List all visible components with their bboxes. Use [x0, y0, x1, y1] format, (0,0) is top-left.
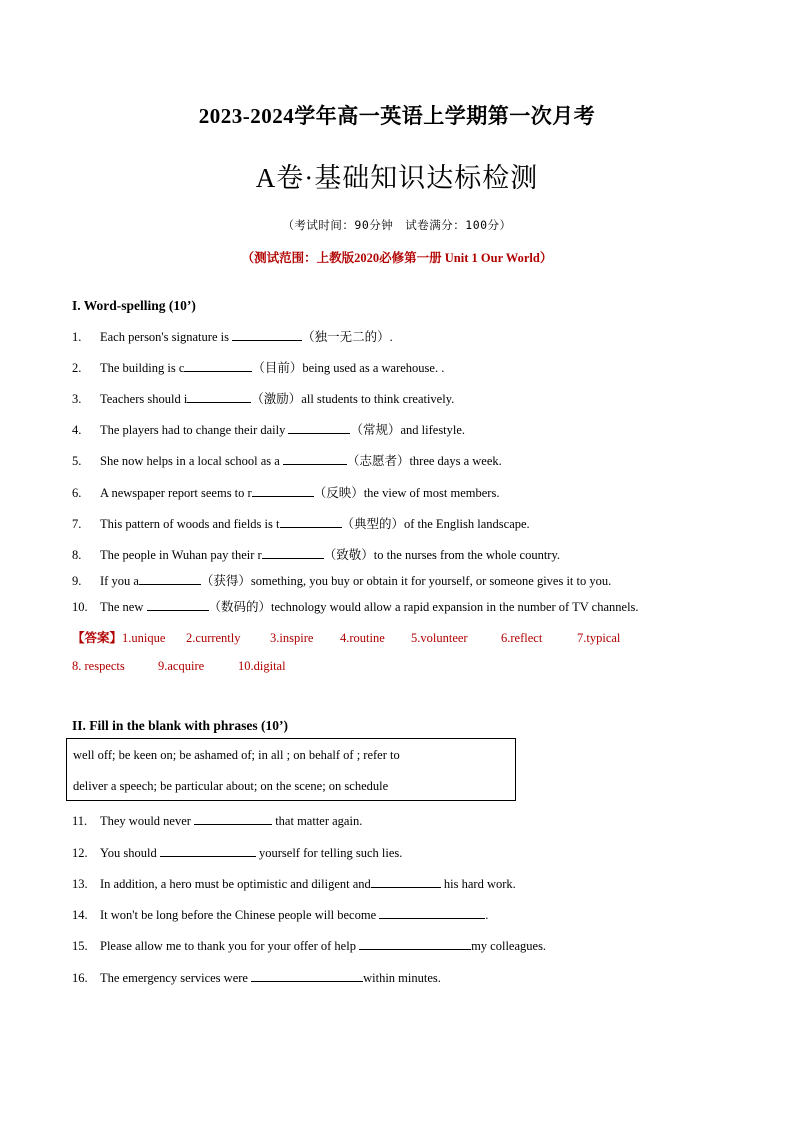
question-text: （志愿者）three days a week. — [346, 454, 502, 468]
question-12 — [72, 844, 402, 861]
answer-blank[interactable] — [288, 421, 350, 434]
question-text: A newspaper report seems to r — [100, 486, 252, 500]
question-text: It won't be long before the Chinese people will become — [100, 908, 380, 922]
answer-key-line-2 — [72, 659, 286, 674]
question-text: （激励）all students to think creatively. — [251, 392, 455, 406]
answer-item: 7.typical — [577, 631, 621, 645]
exam-subtitle: A卷·基础知识达标检测 — [255, 163, 539, 193]
question-text: （反映）the view of most members. — [313, 486, 500, 500]
answer-blank[interactable] — [280, 515, 342, 528]
answer-label: 【答案】 — [72, 631, 123, 645]
question-text: yourself for telling such lies. — [255, 846, 403, 860]
question-text: If you a — [100, 574, 139, 588]
question-3 — [72, 389, 454, 407]
answer-item: 3.inspire — [270, 631, 314, 645]
question-text: within minutes. — [363, 971, 441, 985]
question-6 — [72, 483, 499, 501]
answer-blank[interactable] — [371, 875, 441, 888]
question-5 — [72, 451, 502, 469]
question-text: The new — [100, 600, 147, 614]
question-text: （目前）being used as a warehouse. . — [252, 361, 445, 375]
question-text: my colleagues. — [471, 939, 547, 953]
answer-blank[interactable] — [194, 812, 272, 825]
question-number: 12. — [72, 846, 88, 860]
question-text: You should — [100, 846, 160, 860]
question-text: . — [485, 908, 489, 922]
answer-blank[interactable] — [139, 572, 201, 585]
question-text: The people in Wuhan pay their r — [100, 548, 262, 562]
question-text: The players had to change their daily — [100, 423, 289, 437]
section-2-title: II. Fill in the blank with phrases (10’) — [72, 718, 289, 733]
answer-item: 2.currently — [186, 631, 241, 645]
answer-blank[interactable] — [184, 359, 252, 372]
question-number: 15. — [72, 939, 88, 953]
answer-blank[interactable] — [160, 844, 256, 857]
question-number: 6. — [72, 486, 82, 500]
question-text: Each person's signature is — [100, 330, 233, 344]
question-number: 2. — [72, 361, 82, 375]
answer-blank[interactable] — [252, 484, 314, 497]
question-text: （数码的）technology would allow a rapid expansion in the number of TV channels. — [208, 600, 639, 614]
answer-item: 10.digital — [238, 659, 286, 673]
question-number: 11. — [72, 814, 88, 828]
question-text: They would never — [100, 814, 195, 828]
answer-blank[interactable] — [147, 598, 209, 611]
phrase-bank-line-2: deliver a speech; be particular about; on the scene; on schedule — [73, 779, 389, 793]
question-number: 14. — [72, 908, 88, 922]
question-10 — [72, 597, 639, 615]
answer-item: 4.routine — [340, 631, 385, 645]
question-8 — [72, 545, 560, 563]
answer-blank[interactable] — [262, 546, 324, 559]
question-text: （常规）and lifestyle. — [350, 423, 466, 437]
question-number: 7. — [72, 517, 82, 531]
answer-item: 6.reflect — [501, 631, 543, 645]
question-number: 8. — [72, 548, 82, 562]
question-text: The emergency services were — [100, 971, 252, 985]
question-11 — [72, 812, 362, 829]
answer-blank[interactable] — [251, 969, 363, 982]
question-number: 1. — [72, 330, 82, 344]
question-number: 4. — [72, 423, 82, 437]
question-text: （致敬）to the nurses from the whole country. — [323, 548, 561, 562]
question-text: The building is c — [100, 361, 185, 375]
question-15 — [72, 937, 546, 954]
answer-item: 8. respects — [72, 659, 125, 673]
answer-blank[interactable] — [359, 937, 471, 950]
question-text: his hard work. — [440, 877, 516, 891]
exam-info: （考试时间：90分钟 试卷满分：100分） — [282, 218, 512, 232]
answer-blank[interactable] — [283, 452, 347, 465]
phrase-bank-line-1: well off; be keen on; be ashamed of; in all ; on behalf of ; refer to — [73, 748, 400, 762]
question-text: （典型的）of the English landscape. — [341, 517, 530, 531]
question-text: Please allow me to thank you for your offer of help — [100, 939, 360, 953]
question-1 — [72, 327, 393, 345]
answer-blank[interactable] — [232, 328, 302, 341]
question-number: 9. — [72, 574, 82, 588]
question-text: Teachers should i — [100, 392, 188, 406]
question-number: 10. — [72, 600, 88, 614]
question-13 — [72, 875, 516, 892]
question-number: 5. — [72, 454, 82, 468]
question-number: 16. — [72, 971, 88, 985]
exam-title: 2023-2024学年高一英语上学期第一次月考 — [198, 104, 596, 128]
question-text: She now helps in a local school as a — [100, 454, 283, 468]
question-text: （独一无二的）. — [302, 330, 393, 344]
section-1-title: I. Word-spelling (10’) — [72, 298, 196, 313]
answer-blank[interactable] — [187, 390, 251, 403]
phrase-bank-box — [66, 738, 516, 801]
question-7 — [72, 514, 530, 532]
answer-key-line-1 — [72, 628, 620, 646]
question-text: （获得）something, you buy or obtain it for yourself, or someone gives it to you. — [200, 574, 612, 588]
question-number: 13. — [72, 877, 88, 891]
question-14 — [72, 906, 488, 923]
exam-scope: （测试范围：上教版2020必修第一册 Unit 1 Our World） — [241, 251, 553, 265]
answer-blank[interactable] — [379, 906, 485, 919]
answer-item: 1.unique — [122, 631, 166, 645]
question-2 — [72, 358, 444, 376]
question-4 — [72, 420, 465, 438]
answer-item: 9.acquire — [158, 659, 205, 673]
question-text: that matter again. — [272, 814, 363, 828]
answer-item: 5.volunteer — [411, 631, 468, 645]
question-16 — [72, 969, 441, 986]
question-text: In addition, a hero must be optimistic and diligent and — [100, 877, 371, 891]
question-text: This pattern of woods and fields is t — [100, 517, 280, 531]
question-9 — [72, 571, 611, 589]
question-number: 3. — [72, 392, 82, 406]
